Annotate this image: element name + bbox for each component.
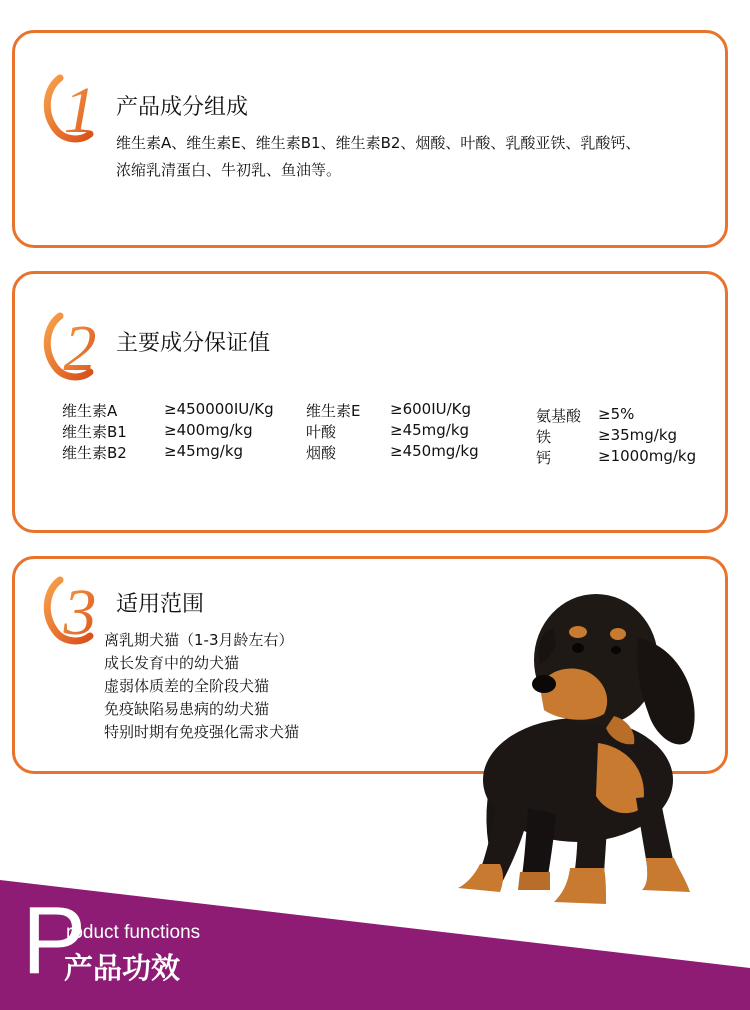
section-title-usage: 适用范围 [116,592,205,617]
number-badge-3-icon [40,570,112,646]
ingredients-line-2: 浓缩乳清蛋白、牛初乳、鱼油等。 [116,161,342,179]
nutrient-name: 氨基酸 [536,407,582,425]
section-title-guarantee: 主要成分保证值 [116,331,271,356]
banner-chinese-title: 产品功效 [64,951,181,985]
nutrient-value: ≥450mg/kg [390,442,479,460]
nutrient-value: ≥35mg/kg [598,426,678,444]
puppy-image [428,568,728,918]
nutrient-value: ≥450000IU/Kg [164,400,274,418]
nutrient-name: 叶酸 [306,423,337,441]
nutrient-name: 维生素B1 [62,423,127,441]
svg-text:1: 1 [63,74,97,144]
nutrient-name: 维生素A [62,402,118,420]
nutrient-name: 维生素B2 [62,444,127,462]
nutrient-value: ≥5% [598,405,635,423]
svg-text:3: 3 [63,576,97,646]
nutrient-value: ≥600IU/Kg [390,400,472,418]
list-item: 免疫缺陷易患病的幼犬猫 [104,700,270,718]
usage-list [104,629,299,744]
section-title-ingredients: 产品成分组成 [116,95,249,120]
ingredients-text [116,130,640,184]
banner-english-title: roduct functions [66,922,201,943]
nutrient-name: 烟酸 [306,444,337,462]
svg-text:2: 2 [63,312,97,382]
list-item: 成长发育中的幼犬猫 [104,654,240,672]
list-item: 离乳期犬猫（1-3月龄左右） [104,631,294,649]
list-item: 虚弱体质差的全阶段犬猫 [104,677,270,695]
nutrient-value: ≥45mg/kg [390,421,470,439]
number-badge-1-icon [40,68,112,144]
number-badge-2-icon [40,306,112,382]
nutrient-value: ≥45mg/kg [164,442,244,460]
section-card-guarantee [12,271,728,533]
nutrient-name: 维生素E [306,402,361,420]
banner-big-letter: P [22,887,87,994]
nutrient-name: 钙 [536,449,552,467]
product-functions-banner [0,880,750,1010]
nutrient-value: ≥400mg/kg [164,421,253,439]
nutrient-value: ≥1000mg/kg [598,447,697,465]
ingredients-line-1: 维生素A、维生素E、维生素B1、维生素B2、烟酸、叶酸、乳酸亚铁、乳酸钙、 [116,134,641,152]
nutrient-name: 铁 [536,428,552,446]
list-item: 特别时期有免疫强化需求犬猫 [104,723,300,741]
